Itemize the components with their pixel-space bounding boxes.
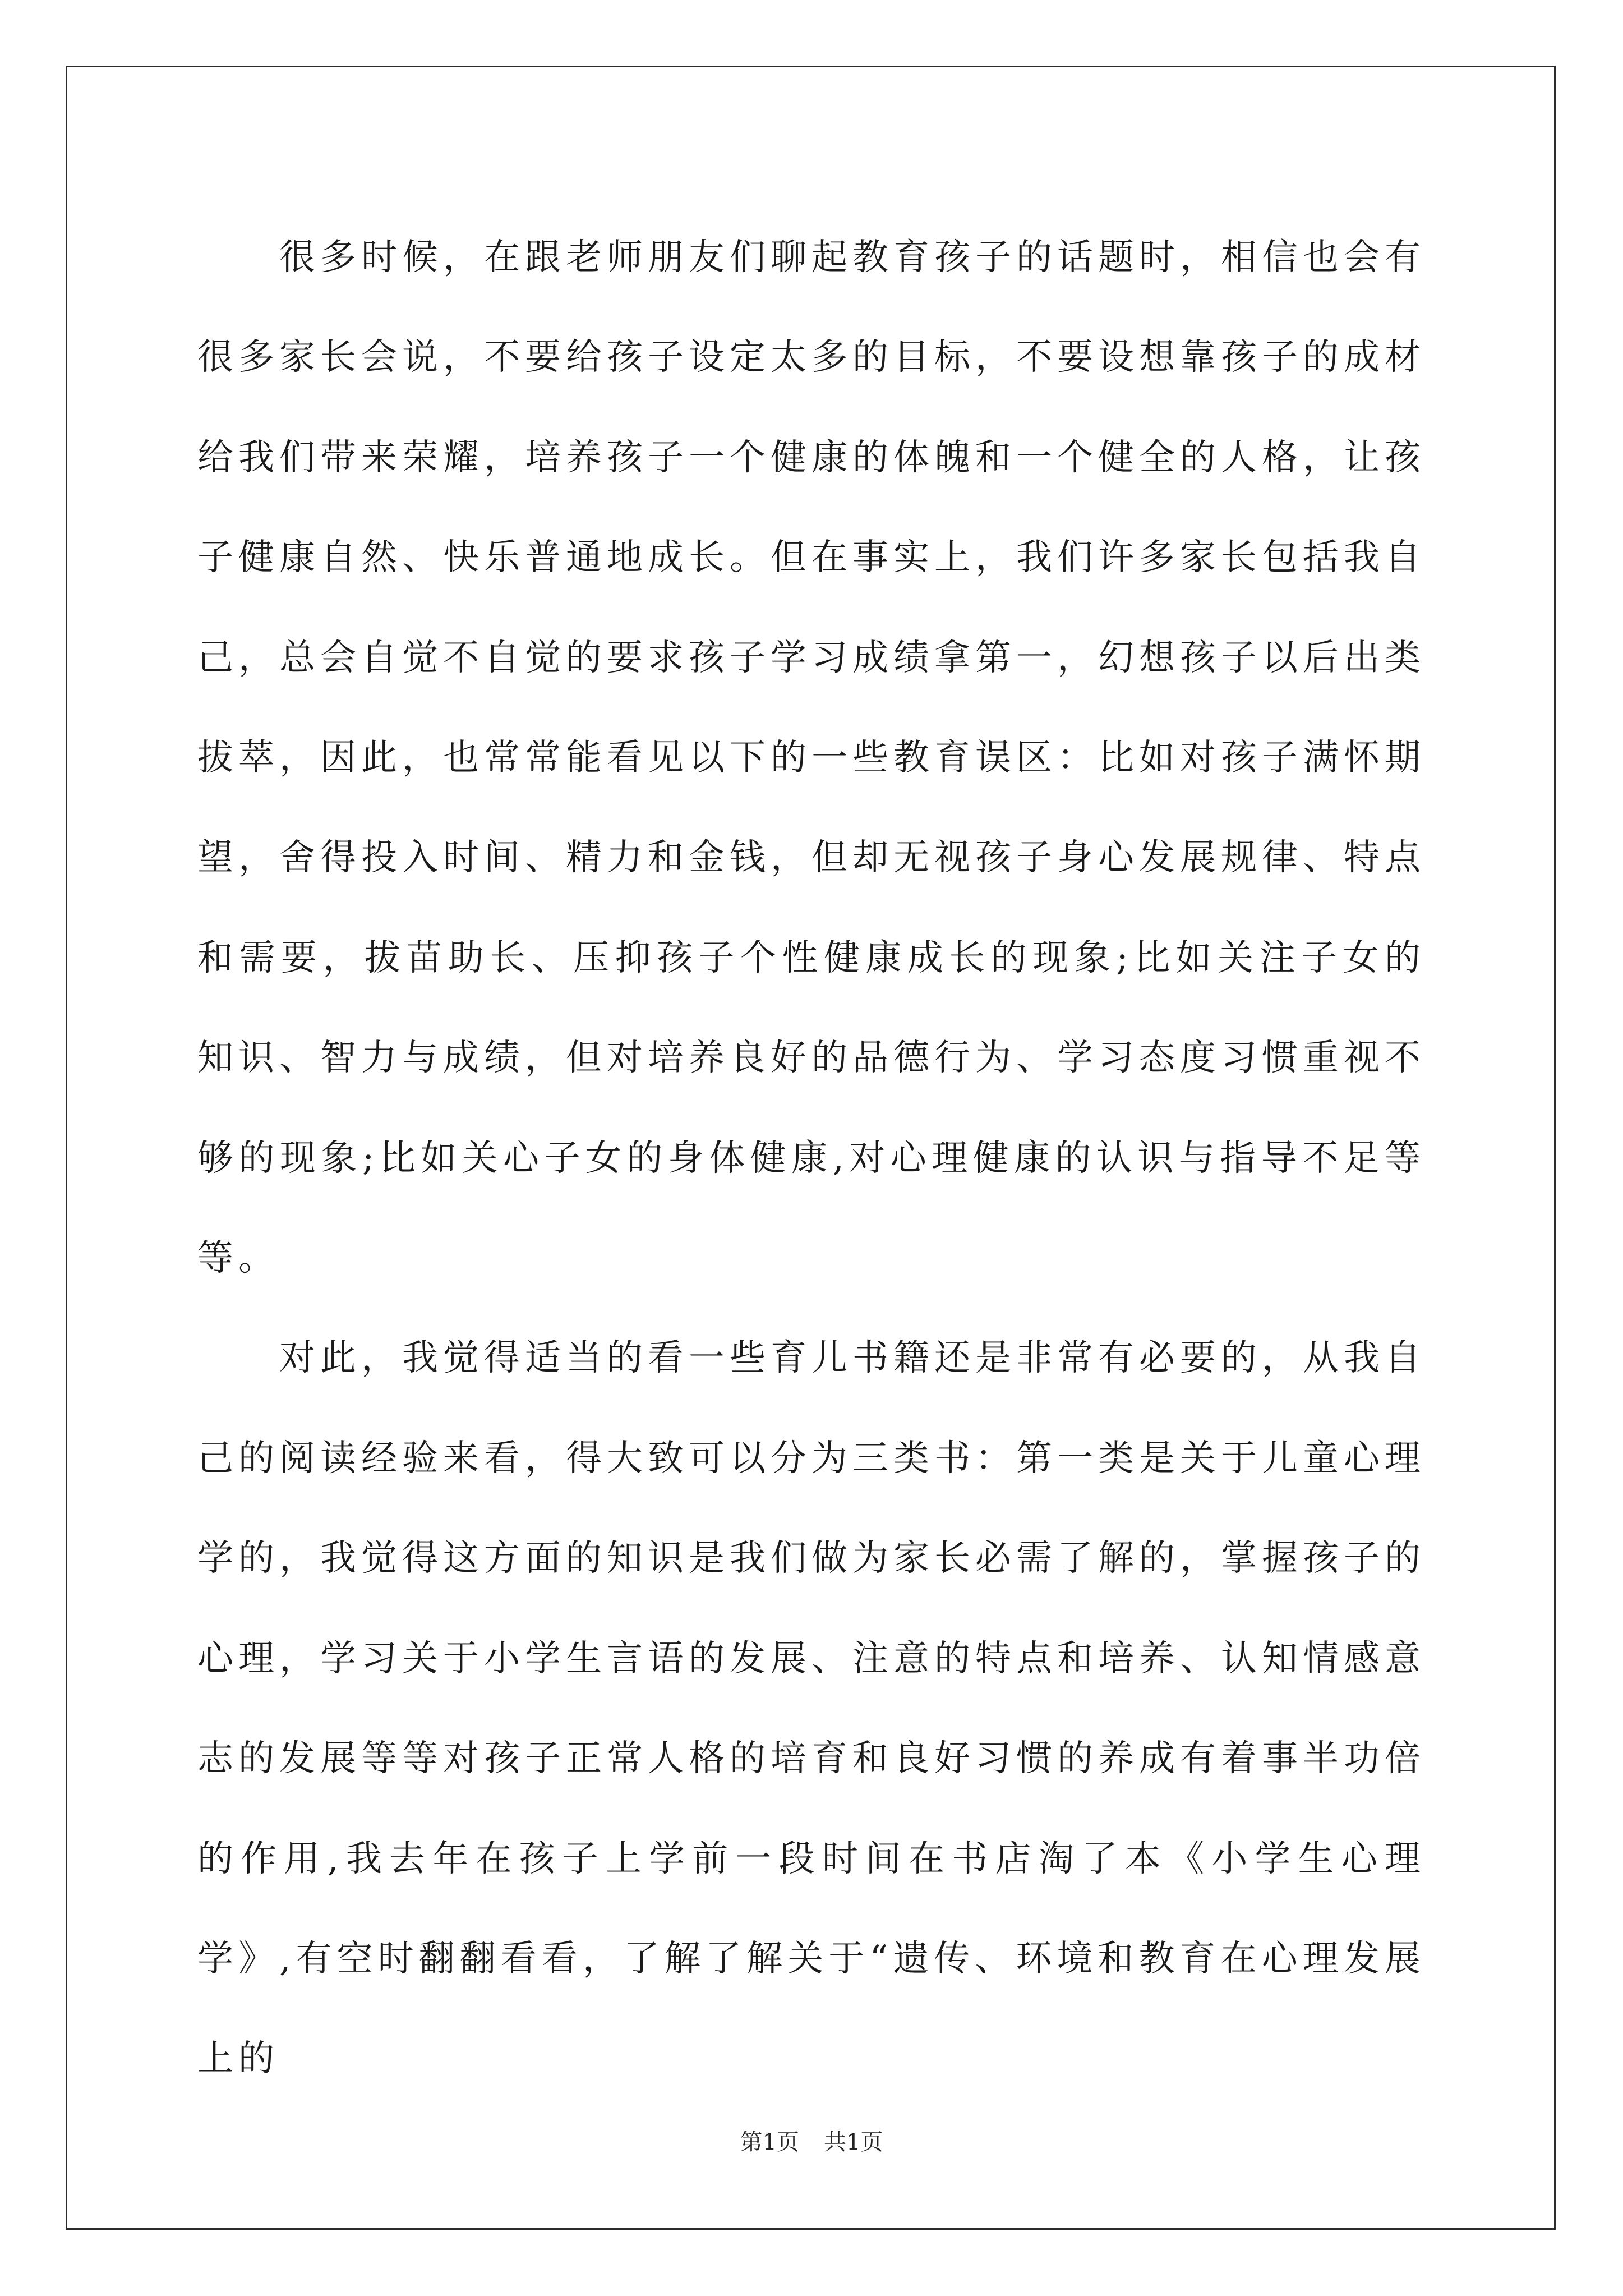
document-body <box>197 208 1426 2109</box>
paragraph-2: 对此，我觉得适当的看一些育儿书籍还是非常有必要的，从我自己的阅读经验来看，得大致可以分为三类书：第一类是关于儿童心理学的，我觉得这方面的知识是我们做为家长必需了解的，掌握孩子的心理，学习关于小学生言语的发展、注意的特点和培养、认知情感意志的发展等等对孩子正常人格的培育和良好习惯的养成有着事半功倍的作用,我去年在孩子上学前一段时间在书店淘了本《小学生心理学》,有空时翻翻看看，了解了解关于“遗传、环境和教育在心理发展上的 <box>197 1337 1426 2080</box>
page-number: 第1页 <box>740 2129 799 2155</box>
paragraph-1: 很多时候，在跟老师朋友们聊起教育孩子的话题时，相信也会有很多家长会说，不要给孩子设定太多的目标，不要设想靠孩子的成材给我们带来荣耀，培养孩子一个健康的体魄和一个健全的人格，让孩子健康自然、快乐普通地成长。但在事实上，我们许多家长包括我自己，总会自觉不自觉的要求孩子学习成绩拿第一，幻想孩子以后出类拔萃，因此，也常常能看见以下的一些教育误区：比如对孩子满怀期望，舍得投入时间、精力和金钱，但却无视孩子身心发展规律、特点和需要，拔苗助长、压抑孩子个性健康成长的现象;比如关注子女的知识、智力与成绩，但对培养良好的品德行为、学习态度习惯重视不够的现象;比如关心子女的身体健康,对心理健康的认识与指导不足等等。 <box>197 237 1426 1280</box>
page-total: 共1页 <box>824 2129 883 2155</box>
page-footer <box>0 2129 1623 2156</box>
